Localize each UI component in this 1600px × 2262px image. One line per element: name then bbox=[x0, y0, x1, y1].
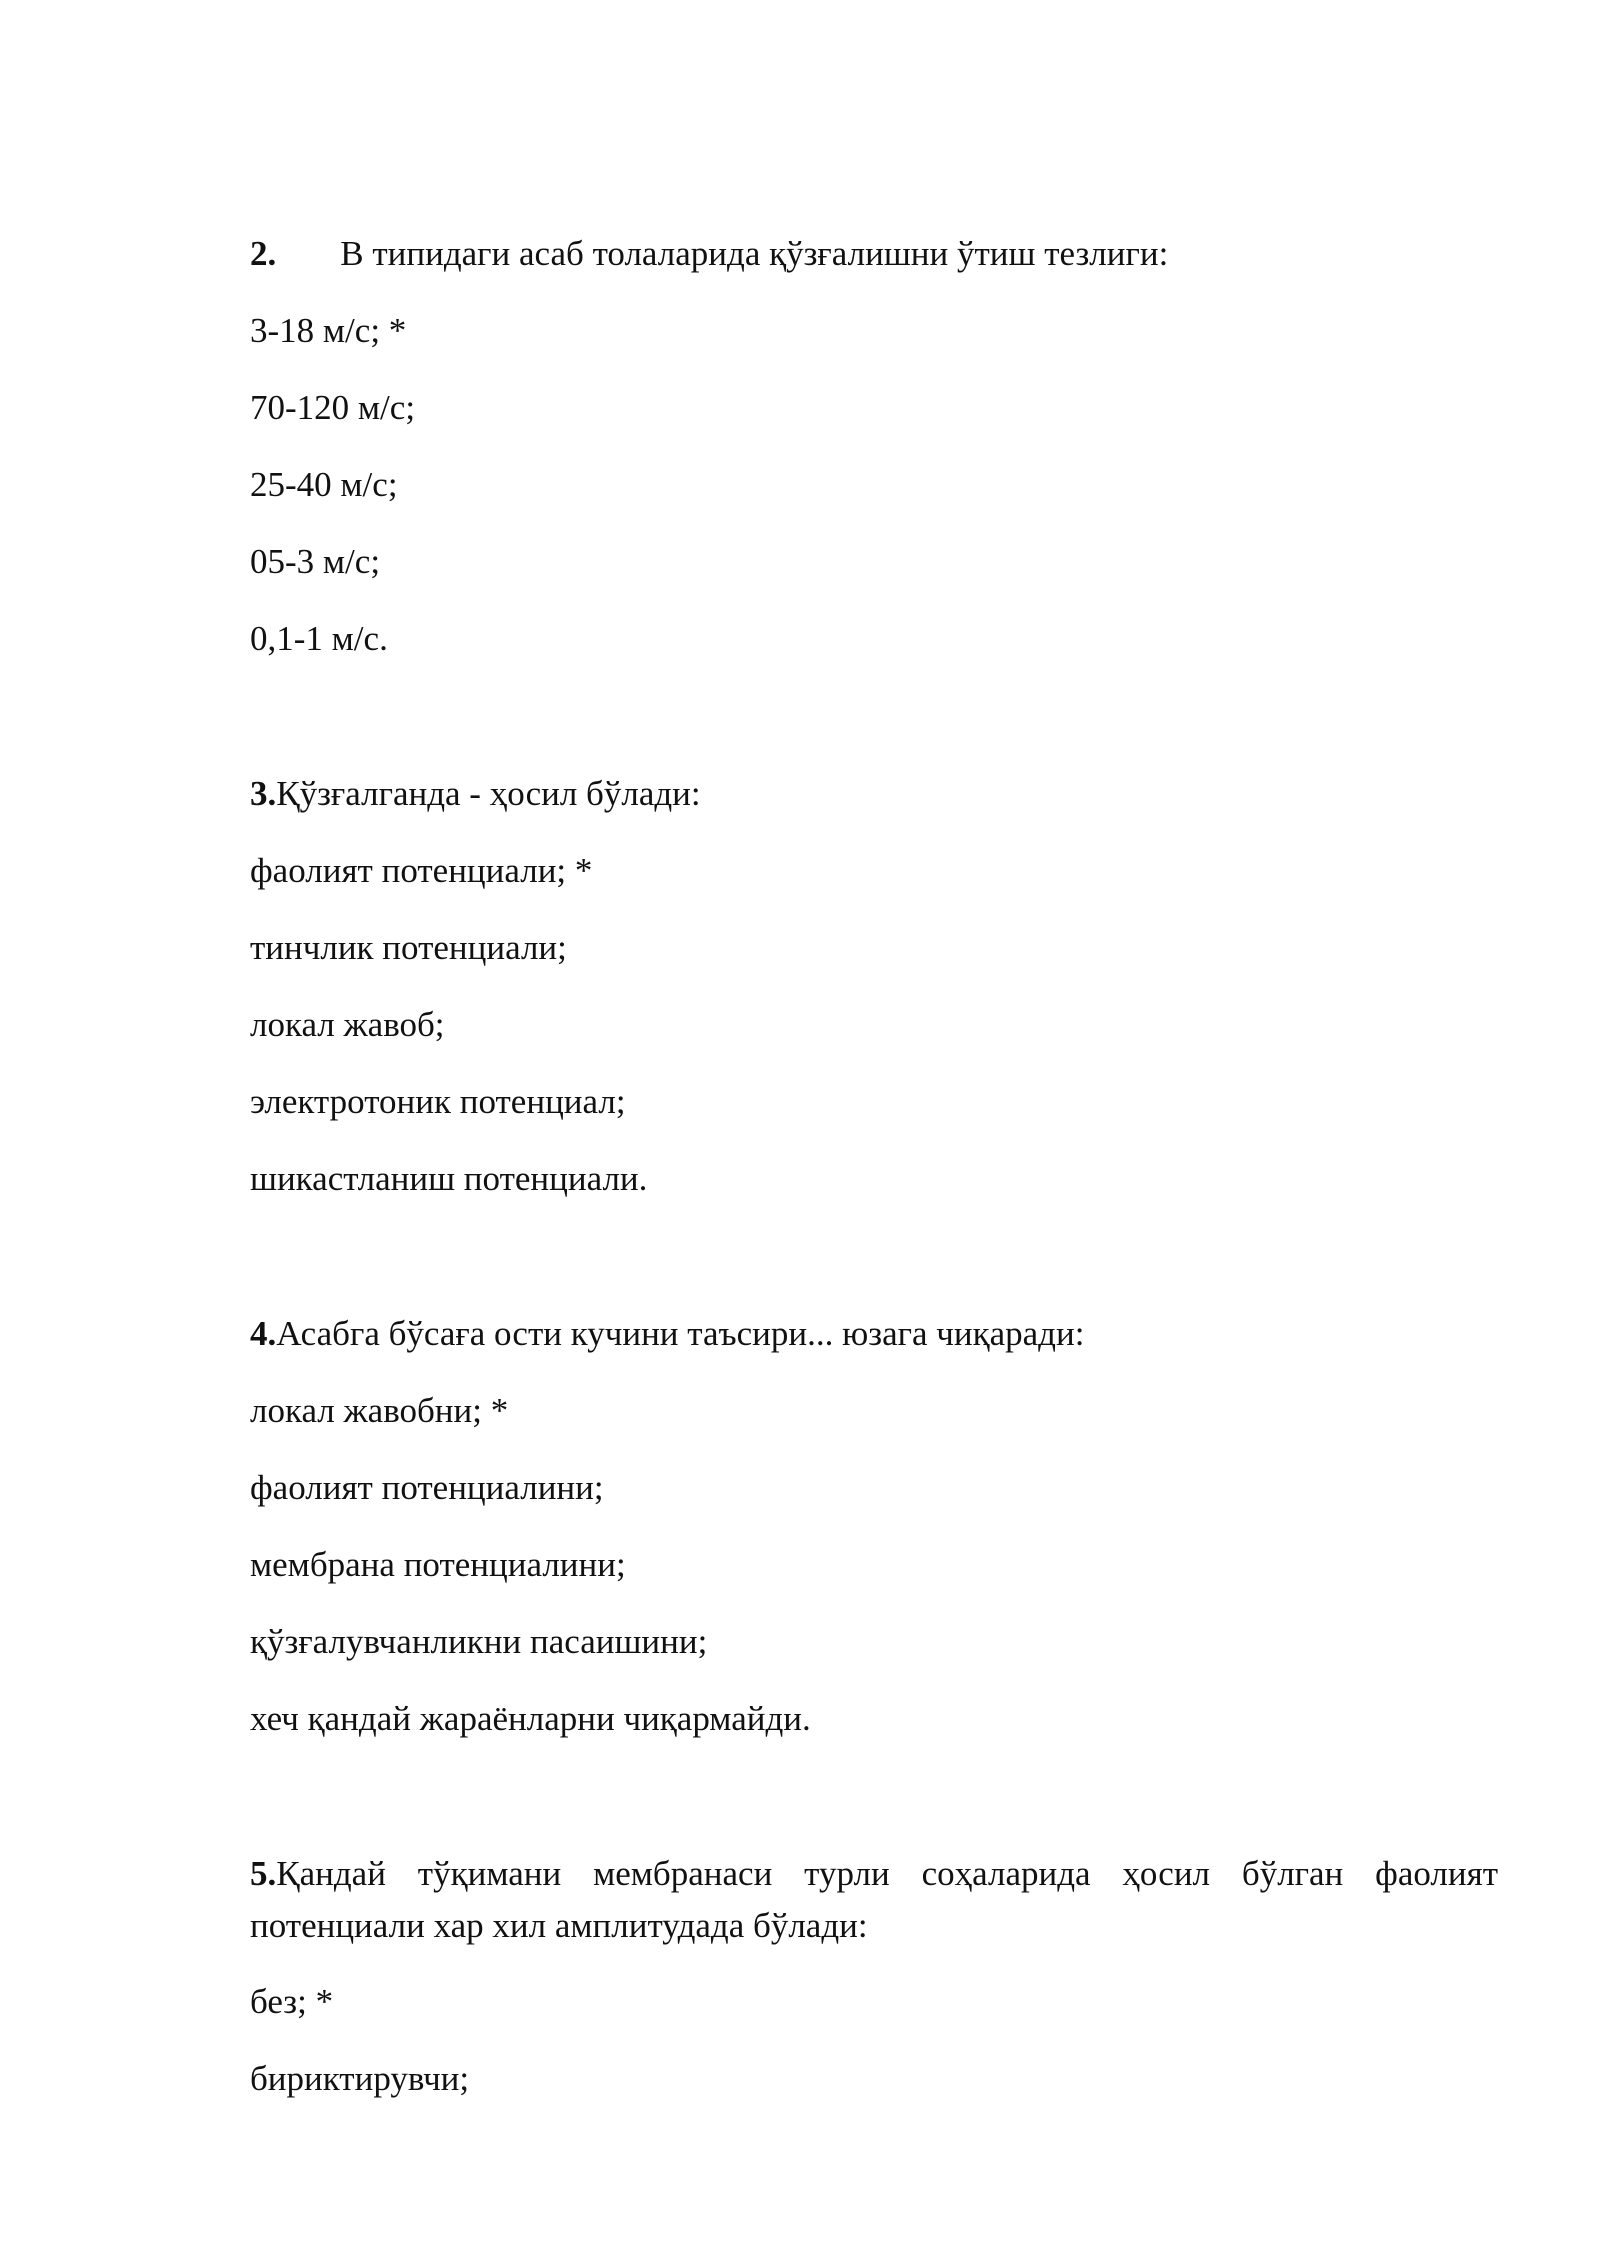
option-q4-d: қўзғалувчанликни пасаишини; bbox=[250, 1622, 708, 1661]
option-q3-b: тинчлик потенциали; bbox=[250, 928, 567, 967]
option-q3-a: фаолият потенциали; * bbox=[250, 851, 593, 890]
option-q2-a: 3-18 м/с; * bbox=[250, 311, 407, 350]
question-number: 2. bbox=[250, 234, 277, 273]
question-text: В типидаги асаб толаларида қўзғалишни ўтиш тезлиги: bbox=[340, 234, 1169, 273]
option-q2-b: 70-120 м/с; bbox=[250, 388, 416, 427]
question-3 bbox=[250, 768, 701, 820]
option-q4-a: локал жавобни; * bbox=[250, 1391, 509, 1430]
option-q2-c: 25-40 м/с; bbox=[250, 465, 398, 504]
question-text: Асабга бўсаға ости кучини таъсири... юзага чиқаради: bbox=[276, 1314, 1085, 1353]
question-text: Қандай тўқимани мембранаси турли соҳаларида ҳосил бўлган фаолият потенциали хар хил амплитудада бўлади: bbox=[250, 1854, 1498, 1945]
option-q5-b: бириктирувчи; bbox=[250, 2059, 470, 2098]
option-q4-c: мембрана потенциалини; bbox=[250, 1545, 626, 1584]
question-4 bbox=[250, 1308, 1084, 1360]
option-q2-e: 0,1-1 м/с. bbox=[250, 619, 388, 658]
question-number: 3. bbox=[250, 774, 277, 813]
option-q4-b: фаолият потенциалини; bbox=[250, 1468, 604, 1507]
option-q3-e: шикастланиш потенциали. bbox=[250, 1159, 648, 1198]
question-2 bbox=[250, 228, 1168, 280]
option-q5-a: без; * bbox=[250, 1982, 334, 2021]
question-number: 4. bbox=[250, 1314, 277, 1353]
option-q3-d: электротоник потенциал; bbox=[250, 1082, 626, 1121]
option-q2-d: 05-3 м/с; bbox=[250, 542, 381, 581]
option-q3-c: локал жавоб; bbox=[250, 1005, 445, 1044]
question-number: 5. bbox=[250, 1854, 277, 1893]
option-q4-e: хеч қандай жараёнларни чиқармайди. bbox=[250, 1699, 811, 1738]
question-5 bbox=[250, 1848, 1498, 1952]
question-text: Қўзғалганда - ҳосил бўлади: bbox=[276, 774, 701, 813]
